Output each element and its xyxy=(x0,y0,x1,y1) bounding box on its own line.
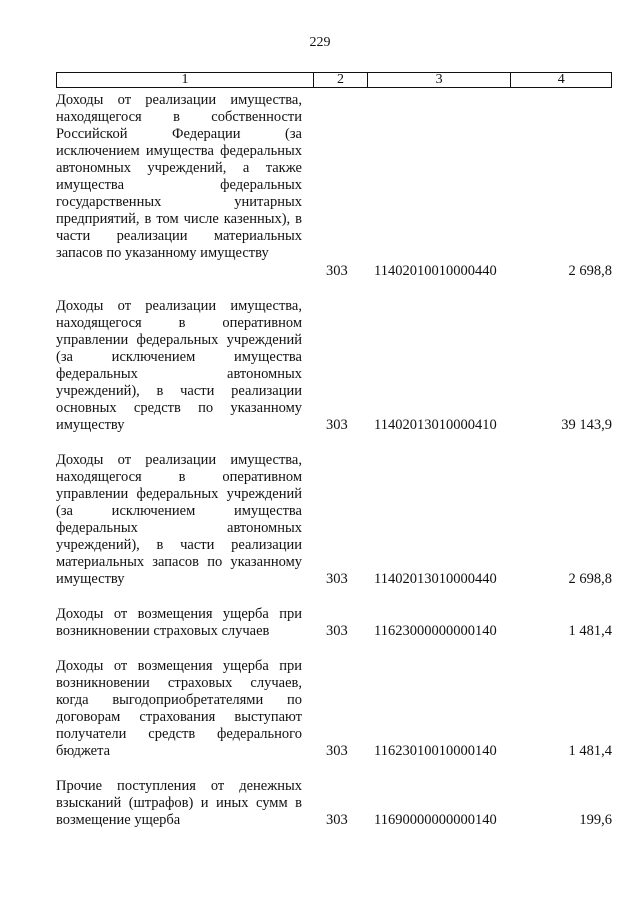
row-sum: 2 698,8 xyxy=(568,263,612,279)
table-row xyxy=(56,298,612,434)
table-row xyxy=(56,658,612,760)
table-row xyxy=(56,606,612,640)
table-row xyxy=(56,778,612,829)
row-admin-code: 303 xyxy=(326,623,348,639)
header-col-4: 4 xyxy=(557,72,565,87)
row-sum: 1 481,4 xyxy=(568,623,612,639)
row-sum: 199,6 xyxy=(579,812,612,828)
row-budget-code: 11402010010000440 xyxy=(374,263,497,279)
row-description: Прочие поступления от денежных взысканий (штрафов) и иных сумм в возмещение ущерба xyxy=(56,778,302,828)
row-budget-code: 11402013010000440 xyxy=(374,571,497,587)
row-description: Доходы от реализации имущества, находящегося в оперативном управлении федеральных учреждений (за исключением имущества федеральных автономных учреждений), в части реализации основных средств по указанному имуществу xyxy=(56,298,302,433)
row-sum: 39 143,9 xyxy=(561,417,612,433)
row-budget-code: 11690000000000140 xyxy=(374,812,497,828)
row-sum: 1 481,4 xyxy=(568,743,612,759)
row-admin-code: 303 xyxy=(326,263,348,279)
row-sum: 2 698,8 xyxy=(568,571,612,587)
page-number: 229 xyxy=(309,35,331,50)
table-body xyxy=(56,92,612,829)
header-col-2: 2 xyxy=(314,73,368,87)
row-admin-code: 303 xyxy=(326,812,348,828)
header-col-3: 3 xyxy=(368,73,511,87)
row-admin-code: 303 xyxy=(326,417,348,433)
row-description: Доходы от реализации имущества, находящегося в собственности Российской Федерации (за исключением имущества федеральных автономных учреждений, а также имущества федеральных государственных унитарных предприятий, в том числе казенных), в части реализации материальных запасов по указанному имуществу xyxy=(56,92,302,261)
table-header xyxy=(56,72,612,88)
row-admin-code: 303 xyxy=(326,743,348,759)
table-row xyxy=(56,452,612,588)
row-description: Доходы от реализации имущества, находящегося в оперативном управлении федеральных учреждений (за исключением имущества федеральных автономных учреждений), в части реализации материальных запасов по указанному имуществу xyxy=(56,452,302,587)
row-admin-code: 303 xyxy=(326,571,348,587)
row-budget-code: 11623000000000140 xyxy=(374,623,497,639)
row-budget-code: 11402013010000410 xyxy=(374,417,497,433)
row-budget-code: 11623010010000140 xyxy=(374,743,497,759)
row-description: Доходы от возмещения ущерба при возникновении страховых случаев xyxy=(56,606,302,639)
row-description: Доходы от возмещения ущерба при возникновении страховых случаев, когда выгодоприобретателями по договорам страхования выступают получатели средств федерального бюджета xyxy=(56,658,302,759)
table-row xyxy=(56,92,612,280)
header-col-1: 1 xyxy=(57,73,314,87)
